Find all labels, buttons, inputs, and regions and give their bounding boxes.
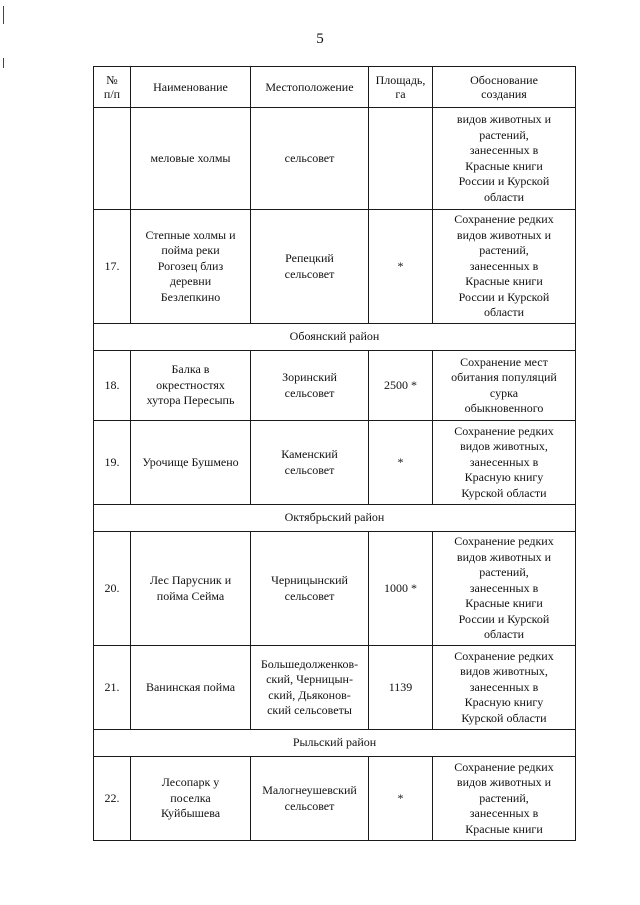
table-row <box>94 351 576 421</box>
header-name: Наименование <box>131 67 251 108</box>
cell-name: Лес Парусник и пойма Сейма <box>131 532 251 646</box>
cell-basis: Сохранение редких видов животных, занесенных в Красную книгу Курской области <box>433 421 576 505</box>
cell-number: 21. <box>94 646 131 730</box>
table-header-row <box>94 67 576 108</box>
header-location: Местоположение <box>251 67 369 108</box>
cell-basis: Сохранение редких видов животных, занесенных в Красную книгу Курской области <box>433 646 576 730</box>
cell-basis: Сохранение редких видов животных и растений, занесенных в Красные книги России и Курской области <box>433 532 576 646</box>
cell-number: 20. <box>94 532 131 646</box>
cell-name: Лесопарк у поселка Куйбышева <box>131 757 251 841</box>
page-number: 5 <box>316 31 324 47</box>
cell-location: сельсовет <box>251 108 369 210</box>
nature-reserves-table <box>93 66 576 841</box>
section-row <box>94 324 576 351</box>
cell-name: меловые холмы <box>131 108 251 210</box>
table-row <box>94 757 576 841</box>
cell-location: Черницынский сельсовет <box>251 532 369 646</box>
cell-location: Зоринский сельсовет <box>251 351 369 421</box>
cell-basis: Сохранение редких видов животных и растений, занесенных в Красные книги <box>433 757 576 841</box>
cell-name: Степные холмы и пойма реки Рогозец близ деревни Безлепкино <box>131 210 251 324</box>
section-heading: Обоянский район <box>94 324 576 351</box>
cell-area: * <box>369 421 433 505</box>
cell-location: Большедолженков- ский, Черницын- ский, Дьяконов- ский сельсоветы <box>251 646 369 730</box>
section-heading: Рыльский район <box>94 730 576 757</box>
cell-number: 19. <box>94 421 131 505</box>
cell-number: 18. <box>94 351 131 421</box>
table-row <box>94 532 576 646</box>
cell-name: Ванинская пойма <box>131 646 251 730</box>
cell-basis: видов животных и растений, занесенных в Красные книги России и Курской области <box>433 108 576 210</box>
cell-name: Урочище Бушмено <box>131 421 251 505</box>
cell-area: 1139 <box>369 646 433 730</box>
margin-mark <box>3 6 4 24</box>
cell-number <box>94 108 131 210</box>
section-row <box>94 730 576 757</box>
cell-number: 22. <box>94 757 131 841</box>
table-row <box>94 210 576 324</box>
table-row <box>94 646 576 730</box>
cell-area: * <box>369 210 433 324</box>
cell-area: 1000 * <box>369 532 433 646</box>
section-row <box>94 505 576 532</box>
cell-location: Малогнеушевский сельсовет <box>251 757 369 841</box>
cell-location: Каменский сельсовет <box>251 421 369 505</box>
margin-mark <box>3 58 4 68</box>
cell-location: Репецкий сельсовет <box>251 210 369 324</box>
cell-area: 2500 * <box>369 351 433 421</box>
cell-number: 17. <box>94 210 131 324</box>
cell-basis: Сохранение редких видов животных и растений, занесенных в Красные книги России и Курской области <box>433 210 576 324</box>
header-area: Площадь, га <box>369 67 433 108</box>
header-number: № п/п <box>94 67 131 108</box>
table-row <box>94 108 576 210</box>
cell-basis: Сохранение мест обитания популяций сурка обыкновенного <box>433 351 576 421</box>
section-heading: Октябрьский район <box>94 505 576 532</box>
header-basis: Обоснование создания <box>433 67 576 108</box>
cell-area: * <box>369 757 433 841</box>
cell-area <box>369 108 433 210</box>
table-row <box>94 421 576 505</box>
cell-name: Балка в окрестностях хутора Пересыпь <box>131 351 251 421</box>
